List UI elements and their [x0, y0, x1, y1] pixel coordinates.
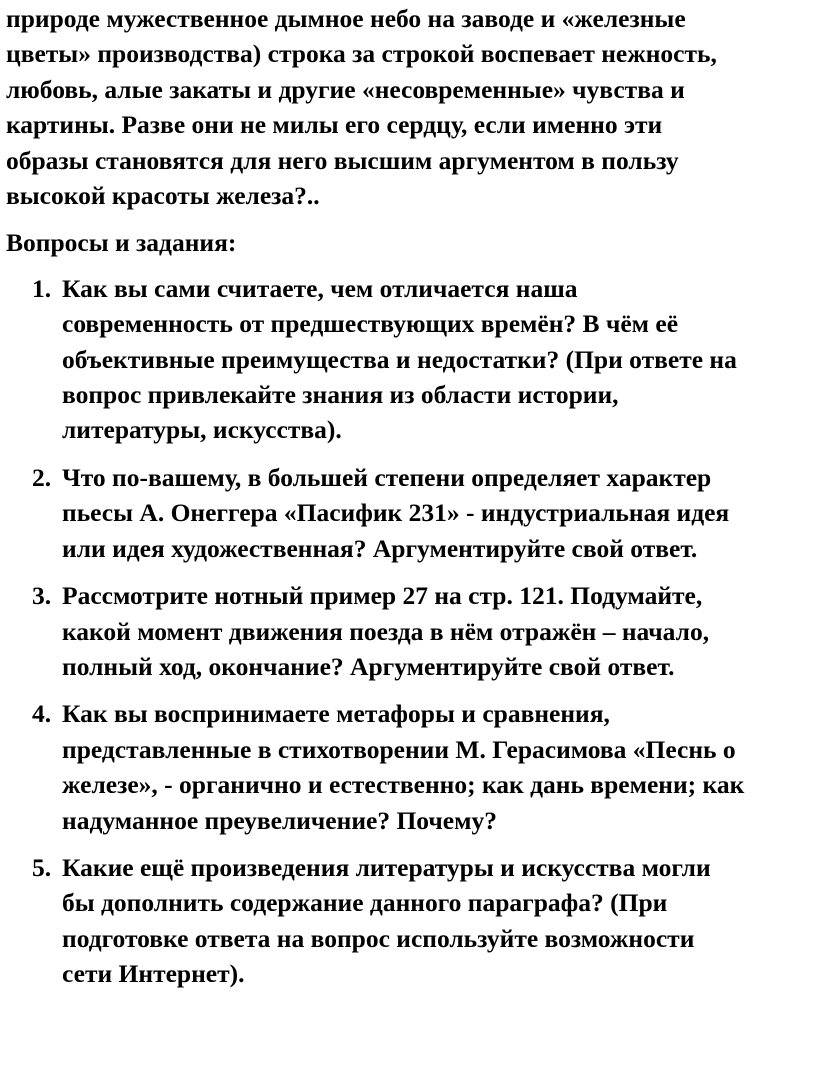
- question-line: современность от предшествующих времён? В чём её: [62, 309, 679, 339]
- question-line: Какие ещё произведения литературы и искусства могли: [62, 852, 711, 882]
- question-number: 1.: [32, 273, 52, 303]
- intro-line: образы становятся для него высшим аргументом в пользу: [6, 145, 679, 175]
- question-number: 5.: [32, 852, 52, 882]
- question-item-2: [6, 460, 810, 566]
- question-line: Рассмотрите нотный пример 27 на стр. 121. Подумайте,: [62, 581, 703, 611]
- intro-line: природе мужественное дымное небо на заводе и «железные: [6, 4, 686, 33]
- question-line: надуманное преувеличение? Почему?: [62, 805, 497, 835]
- question-line: какой момент движения поезда в нём отражён – начало,: [62, 616, 710, 646]
- intro-line: любовь, алые закаты и другие «несовременные» чувства и: [6, 74, 685, 104]
- question-line: представленные в стихотворении М. Герасимова «Песнь о: [62, 734, 736, 764]
- question-line: подготовке ответа на вопрос используйте возможности: [62, 923, 695, 953]
- question-line: пьесы А. Онеггера «Пасифик 231» - индустриальная идея: [62, 498, 730, 528]
- question-line: сети Интернет).: [62, 959, 245, 989]
- question-item-5: [6, 850, 810, 992]
- question-item-4: [6, 696, 810, 838]
- question-number: 2.: [32, 462, 52, 492]
- question-line: железе», - органично и естественно; как дань времени; как: [62, 770, 745, 800]
- question-item-1: [6, 271, 810, 448]
- question-line: Как вы сами считаете, чем отличается наша: [62, 273, 578, 303]
- question-line: объективные преимущества и недостатки? (При ответе на: [62, 344, 737, 374]
- question-line: бы дополнить содержание данного параграфа? (При: [62, 888, 668, 918]
- question-line: вопрос привлекайте знания из области истории,: [62, 380, 619, 410]
- questions-list: [6, 271, 810, 992]
- question-item-3: [6, 578, 810, 684]
- section-heading: Вопросы и задания:: [6, 228, 237, 258]
- intro-line: высокой красоты железа?..: [6, 181, 320, 211]
- question-number: 3.: [32, 581, 52, 611]
- intro-paragraph: [6, 0, 806, 213]
- intro-line: картины. Разве они не милы его сердцу, если именно эти: [6, 110, 663, 140]
- question-line: полный ход, окончание? Аргументируйте свой ответ.: [62, 651, 675, 681]
- question-line: или идея художественная? Аргументируйте свой ответ.: [62, 533, 698, 563]
- question-line: Как вы воспринимаете метафоры и сравнения,: [62, 699, 610, 729]
- question-line: литературы, искусства).: [62, 415, 342, 445]
- intro-line: цветы» производства) строка за строкой воспевает нежность,: [6, 39, 717, 69]
- question-number: 4.: [32, 699, 52, 729]
- question-line: Что по-вашему, в большей степени определяет характер: [62, 462, 712, 492]
